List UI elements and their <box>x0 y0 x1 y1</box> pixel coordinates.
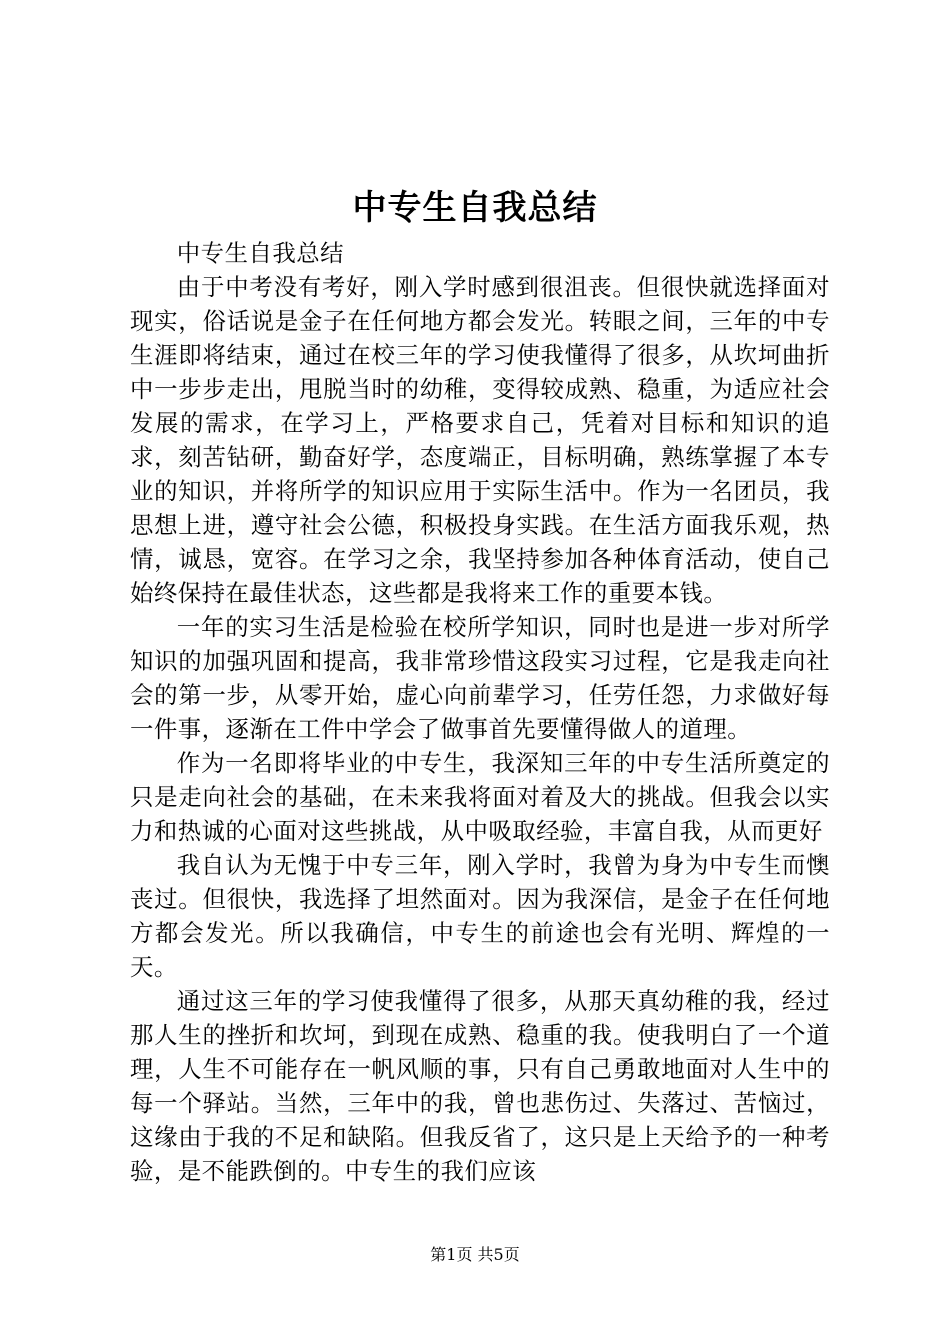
page-footer: 第1页 共5页 <box>430 1245 520 1264</box>
document-title: 中专生自我总结 <box>352 188 598 228</box>
paragraph-subtitle: 中专生自我总结 <box>176 239 345 267</box>
document-body <box>130 236 830 1188</box>
paragraph: 作为一名即将毕业的中专生，我深知三年的中专生活所奠定的只是走向社会的基础，在未来我将面对着及大的挑战。但我会以实力和热诚的心面对这些挑战，从中吸取经验，丰富自我，从而更好 <box>130 749 830 845</box>
paragraph: 我自认为无愧于中专三年，刚入学时，我曾为身为中专生而懊丧过。但很快，我选择了坦然面对。因为我深信，是金子在任何地方都会发光。所以我确信，中专生的前途也会有光明、辉煌的一天。 <box>130 851 830 981</box>
paragraph: 由于中考没有考好，刚入学时感到很沮丧。但很快就选择面对现实，俗话说是金子在任何地方都会发光。转眼之间，三年的中专生涯即将结束，通过在校三年的学习使我懂得了很多，从坎坷曲折中一步步走出，甩脱当时的幼稚，变得较成熟、稳重，为适应社会发展的需求，在学习上，严格要求自己，凭着对目标和知识的追求，刻苦钻研，勤奋好学，态度端正，目标明确，熟练掌握了本专业的知识，并将所学的知识应用于实际生活中。作为一名团员，我思想上进，遵守社会公德，积极投身实践。在生活方面我乐观，热情，诚恳，宽容。在学习之余，我坚持参加各种体育活动，使自己始终保持在最佳状态，这些都是我将来工作的重要本钱。 <box>130 273 830 607</box>
paragraph: 通过这三年的学习使我懂得了很多，从那天真幼稚的我，经过那人生的挫折和坎坷，到现在成熟、稳重的我。使我明白了一个道理，人生不可能存在一帆风顺的事，只有自己勇敢地面对人生中的每一个驿站。当然，三年中的我，曾也悲伤过、失落过、苦恼过，这缘由于我的不足和缺陷。但我反省了，这只是上天给予的一种考验，是不能跌倒的。中专生的我们应该 <box>130 987 830 1185</box>
paragraph: 一年的实习生活是检验在校所学知识，同时也是进一步对所学知识的加强巩固和提高，我非常珍惜这段实习过程，它是我走向社会的第一步，从零开始，虚心向前辈学习，任劳任怨，力求做好每一件事，逐渐在工件中学会了做事首先要懂得做人的道理。 <box>130 613 830 743</box>
